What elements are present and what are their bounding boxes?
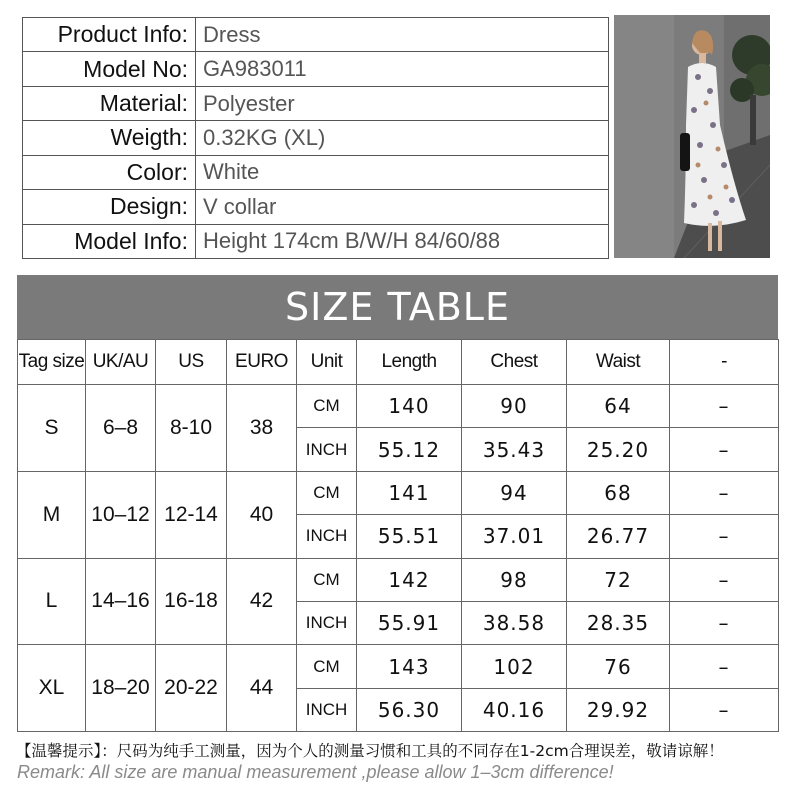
table-row [18,385,779,428]
unit-cell: CM [297,385,357,428]
tag-size-cell: M [18,471,86,558]
product-info-value: Polyester [196,86,609,120]
extra-cell: – [670,515,779,558]
waist-cell: 68 [567,471,670,514]
product-info-row [23,190,609,224]
size-header-cell: Tag size [18,340,86,385]
size-header-cell: US [156,340,227,385]
table-row [18,558,779,601]
product-info-row [23,224,609,258]
chest-cell: 98 [462,558,567,601]
product-info-label: Design: [23,190,196,224]
unit-cell: INCH [297,515,357,558]
waist-cell: 28.35 [567,601,670,644]
euro-cell: 38 [227,385,297,472]
unit-cell: INCH [297,688,357,731]
euro-cell: 42 [227,558,297,645]
product-info-value: Height 174cm B/W/H 84/60/88 [196,224,609,258]
length-cell: 55.51 [357,515,462,558]
product-info-value: 0.32KG (XL) [196,121,609,155]
length-cell: 140 [357,385,462,428]
us-cell: 20-22 [156,645,227,732]
size-header-cell: - [670,340,779,385]
product-info-label: Weigth: [23,121,196,155]
length-cell: 143 [357,645,462,688]
chest-cell: 94 [462,471,567,514]
size-header-cell: EURO [227,340,297,385]
size-table-title: SIZE TABLE [17,275,778,339]
waist-cell: 26.77 [567,515,670,558]
product-info-label: Model No: [23,52,196,86]
waist-cell: 76 [567,645,670,688]
tag-size-cell: L [18,558,86,645]
unit-cell: CM [297,645,357,688]
size-header-cell: Chest [462,340,567,385]
product-info-value: Dress [196,18,609,52]
product-info-row [23,155,609,189]
euro-cell: 40 [227,471,297,558]
size-header-cell: UK/AU [86,340,156,385]
chest-cell: 40.16 [462,688,567,731]
product-info-label: Material: [23,86,196,120]
product-info-table [22,17,609,259]
chest-cell: 37.01 [462,515,567,558]
extra-cell: – [670,385,779,428]
length-cell: 56.30 [357,688,462,731]
extra-cell: – [670,558,779,601]
uk-au-cell: 18–20 [86,645,156,732]
uk-au-cell: 10–12 [86,471,156,558]
us-cell: 8-10 [156,385,227,472]
euro-cell: 44 [227,645,297,732]
waist-cell: 72 [567,558,670,601]
extra-cell: – [670,471,779,514]
us-cell: 16-18 [156,558,227,645]
waist-cell: 64 [567,385,670,428]
chest-cell: 35.43 [462,428,567,471]
note-english-remark: Remark: All size are manual measurement ,please allow 1–3cm difference! [17,762,614,782]
length-cell: 142 [357,558,462,601]
product-info-label: Model Info: [23,224,196,258]
size-header-cell: Unit [297,340,357,385]
table-row [18,471,779,514]
extra-cell: – [670,601,779,644]
product-info-row [23,121,609,155]
extra-cell: – [670,645,779,688]
waist-cell: 25.20 [567,428,670,471]
tag-size-cell: S [18,385,86,472]
extra-cell: – [670,428,779,471]
length-cell: 55.12 [357,428,462,471]
tag-size-cell: XL [18,645,86,732]
size-header-cell: Length [357,340,462,385]
product-info-row [23,18,609,52]
unit-cell: CM [297,558,357,601]
size-table [17,339,779,732]
table-row [18,645,779,688]
length-cell: 141 [357,471,462,514]
length-cell: 55.91 [357,601,462,644]
product-info-value: GA983011 [196,52,609,86]
unit-cell: INCH [297,601,357,644]
note-chinese: 【温馨提示】：尺码为纯手工测量，因为个人的测量习惯和工具的不同存在1-2cm合理误差，敬请谅解！ [16,742,724,760]
product-info-row [23,52,609,86]
waist-cell: 29.92 [567,688,670,731]
unit-cell: INCH [297,428,357,471]
uk-au-cell: 14–16 [86,558,156,645]
product-info-label: Color: [23,155,196,189]
chest-cell: 90 [462,385,567,428]
product-info-label: Product Info: [23,18,196,52]
model-photo [614,15,770,258]
product-info-row [23,86,609,120]
chest-cell: 38.58 [462,601,567,644]
unit-cell: CM [297,471,357,514]
product-info-value: V collar [196,190,609,224]
size-table-header-row [18,340,779,385]
extra-cell: – [670,688,779,731]
us-cell: 12-14 [156,471,227,558]
chest-cell: 102 [462,645,567,688]
product-info-value: White [196,155,609,189]
size-header-cell: Waist [567,340,670,385]
uk-au-cell: 6–8 [86,385,156,472]
